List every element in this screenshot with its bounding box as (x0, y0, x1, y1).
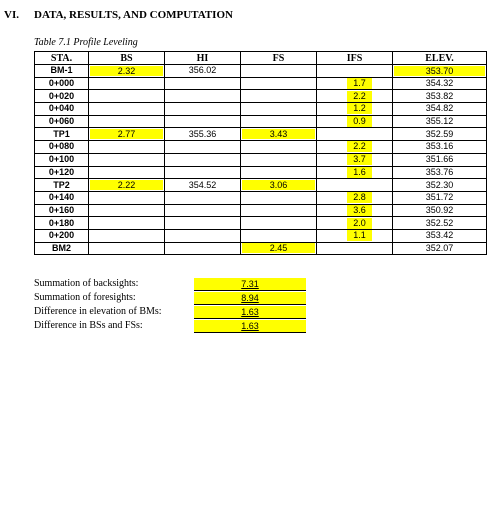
cell-elev: 352.59 (393, 128, 487, 141)
cell-elev: 351.72 (393, 191, 487, 204)
section-title: DATA, RESULTS, AND COMPUTATION (34, 9, 233, 21)
cell-ifs (317, 217, 393, 230)
cell-ifs (317, 179, 393, 192)
cell-fs (241, 141, 317, 154)
cell-hi (165, 166, 241, 179)
cell-hi: 354.52 (165, 179, 241, 192)
table-row (35, 204, 487, 217)
cell-elev: 350.92 (393, 204, 487, 217)
highlighted-value: 2.32 (90, 66, 163, 76)
header-ifs: IFS (317, 52, 393, 65)
table-row (35, 128, 487, 141)
summary-value: 8.94 (194, 292, 306, 305)
cell-fs (241, 242, 317, 255)
cell-bs (89, 179, 165, 192)
table-row (35, 65, 487, 78)
cell-sta: 0+060 (35, 115, 89, 128)
cell-ifs (317, 141, 393, 154)
cell-bs (89, 141, 165, 154)
cell-hi (165, 115, 241, 128)
table-header-row (35, 52, 487, 65)
cell-hi (165, 90, 241, 103)
cell-elev: 353.82 (393, 90, 487, 103)
highlighted-value: 2.22 (90, 180, 163, 190)
cell-hi (165, 77, 241, 90)
cell-sta: 0+020 (35, 90, 89, 103)
table-row (35, 217, 487, 230)
highlighted-value: 3.6 (347, 205, 372, 216)
cell-sta: 0+160 (35, 204, 89, 217)
cell-ifs (317, 166, 393, 179)
highlighted-value: 1.6 (347, 167, 372, 178)
table-row (35, 141, 487, 154)
cell-sta: 0+100 (35, 153, 89, 166)
cell-elev: 355.12 (393, 115, 487, 128)
summary-value: 7.31 (194, 278, 306, 291)
summary-label: Difference in BSs and FSs: (34, 320, 143, 331)
cell-fs (241, 128, 317, 141)
cell-sta: 0+180 (35, 217, 89, 230)
cell-elev: 353.42 (393, 229, 487, 242)
cell-hi (165, 103, 241, 116)
cell-bs (89, 229, 165, 242)
highlighted-value: 3.43 (242, 129, 315, 139)
cell-hi (165, 153, 241, 166)
cell-fs (241, 229, 317, 242)
table-row (35, 242, 487, 255)
table-row (35, 166, 487, 179)
cell-ifs (317, 153, 393, 166)
cell-elev: 351.66 (393, 153, 487, 166)
cell-ifs (317, 115, 393, 128)
table-row (35, 191, 487, 204)
cell-elev (393, 65, 487, 78)
cell-elev: 353.16 (393, 141, 487, 154)
cell-elev: 352.07 (393, 242, 487, 255)
highlighted-value: 1.7 (347, 78, 372, 89)
cell-sta: 0+120 (35, 166, 89, 179)
cell-ifs (317, 77, 393, 90)
cell-ifs (317, 242, 393, 255)
cell-hi: 356.02 (165, 65, 241, 78)
summary-label: Summation of foresights: (34, 292, 136, 303)
cell-ifs (317, 103, 393, 116)
cell-ifs (317, 204, 393, 217)
cell-fs (241, 204, 317, 217)
cell-sta: 0+140 (35, 191, 89, 204)
highlighted-value: 2.77 (90, 129, 163, 139)
cell-bs (89, 77, 165, 90)
cell-ifs (317, 128, 393, 141)
highlighted-value: 3.7 (347, 154, 372, 165)
cell-bs (89, 103, 165, 116)
cell-hi (165, 217, 241, 230)
cell-bs (89, 128, 165, 141)
table-row (35, 179, 487, 192)
cell-sta: TP1 (35, 128, 89, 141)
cell-ifs (317, 191, 393, 204)
cell-fs (241, 90, 317, 103)
cell-elev: 352.30 (393, 179, 487, 192)
cell-elev: 353.76 (393, 166, 487, 179)
cell-elev: 352.52 (393, 217, 487, 230)
table-row (35, 77, 487, 90)
cell-bs (89, 242, 165, 255)
section-number: VI. (4, 9, 19, 21)
cell-bs (89, 153, 165, 166)
highlighted-value: 353.70 (394, 66, 485, 76)
cell-hi (165, 229, 241, 242)
highlighted-value: 2.8 (347, 192, 372, 203)
cell-fs (241, 166, 317, 179)
header-sta: STA. (35, 52, 89, 65)
cell-elev: 354.82 (393, 103, 487, 116)
cell-bs (89, 90, 165, 103)
summary-value: 1.63 (194, 320, 306, 333)
header-bs: BS (89, 52, 165, 65)
cell-hi (165, 242, 241, 255)
cell-sta: 0+080 (35, 141, 89, 154)
header-fs: FS (241, 52, 317, 65)
cell-fs (241, 115, 317, 128)
table-row (35, 103, 487, 116)
cell-fs (241, 191, 317, 204)
highlighted-value: 2.2 (347, 141, 372, 152)
summary-label: Summation of backsights: (34, 278, 139, 289)
cell-sta: 0+040 (35, 103, 89, 116)
cell-ifs (317, 90, 393, 103)
cell-bs (89, 115, 165, 128)
cell-bs (89, 204, 165, 217)
highlighted-value: 2.0 (347, 218, 372, 229)
highlighted-value: 3.06 (242, 180, 315, 190)
header-elev: ELEV. (393, 52, 487, 65)
highlighted-value: 2.2 (347, 91, 372, 102)
cell-sta: BM-1 (35, 65, 89, 78)
table-body (35, 65, 487, 255)
highlighted-value: 0.9 (347, 116, 372, 127)
table-row (35, 153, 487, 166)
cell-fs (241, 103, 317, 116)
table-caption: Table 7.1 Profile Leveling (34, 37, 138, 48)
cell-fs (241, 179, 317, 192)
cell-sta: 0+200 (35, 229, 89, 242)
cell-hi (165, 204, 241, 217)
summary-label: Difference in elevation of BMs: (34, 306, 162, 317)
table-row (35, 115, 487, 128)
highlighted-value: 1.1 (347, 230, 372, 241)
cell-fs (241, 217, 317, 230)
profile-leveling-table (34, 51, 487, 255)
cell-sta: TP2 (35, 179, 89, 192)
table-row (35, 229, 487, 242)
highlighted-value: 2.45 (242, 243, 315, 253)
cell-sta: 0+000 (35, 77, 89, 90)
highlighted-value: 1.2 (347, 103, 372, 114)
cell-sta: BM2 (35, 242, 89, 255)
summary-value: 1.63 (194, 306, 306, 319)
cell-hi (165, 191, 241, 204)
table-row (35, 90, 487, 103)
cell-fs (241, 65, 317, 78)
cell-hi (165, 141, 241, 154)
cell-bs (89, 65, 165, 78)
cell-bs (89, 191, 165, 204)
cell-bs (89, 217, 165, 230)
cell-elev: 354.32 (393, 77, 487, 90)
cell-ifs (317, 229, 393, 242)
cell-hi: 355.36 (165, 128, 241, 141)
cell-ifs (317, 65, 393, 78)
cell-fs (241, 153, 317, 166)
header-hi: HI (165, 52, 241, 65)
cell-fs (241, 77, 317, 90)
cell-bs (89, 166, 165, 179)
